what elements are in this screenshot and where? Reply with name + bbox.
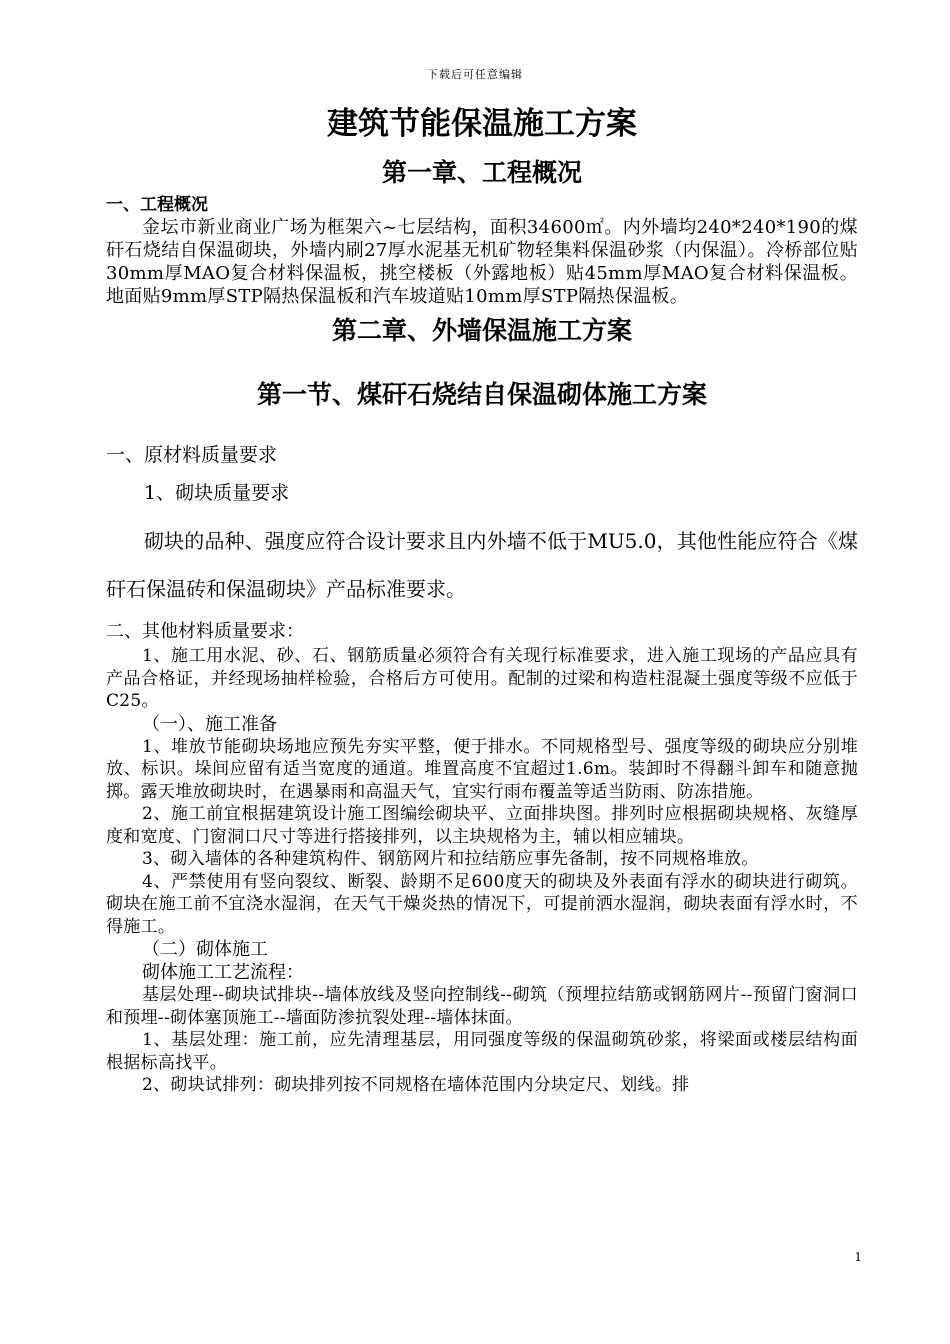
item-1-heading: 一、原材料质量要求 bbox=[106, 444, 278, 466]
item-2-heading: 二、其他材料质量要求： bbox=[106, 621, 304, 642]
page-number: 1 bbox=[854, 1250, 862, 1264]
preparation-paragraph-2: 2、施工前宜根据建筑设计施工图编绘砌块平、立面排块图。排列时应根据砌块规格、灰缝厚度和宽度、门窗洞口尺寸等进行搭接排列，以主块规格为主，辅以相应辅块。 bbox=[106, 804, 858, 847]
step-2-text: 2、砌块试排列：砌块排列按不同规格在墙体范围内分块定尺、划线。排 bbox=[142, 1075, 690, 1095]
chapter-1-heading: 一、工程概况 bbox=[106, 195, 208, 215]
preparation-paragraph-1: 1、堆放节能砌块场地应预先夯实平整，便于排水。不同规格型号、强度等级的砌块应分别堆放、标识。垛间应留有适当宽度的通道。堆置高度不宜超过1.6m。装卸时不得翻斗卸车和随意抛掷。露天堆放砌块时，在遇暴雨和高温天气，宜实行雨布覆盖等适当防雨、防冻措施。 bbox=[106, 736, 858, 802]
step-1-text: 1、基层处理：施工前，应先清理基层，用同强度等级的保温砌筑砂浆，将梁面或楼层结构面根据标高找平。 bbox=[106, 1030, 858, 1073]
document-body bbox=[106, 100, 858, 1097]
chapter-2-title: 第二章、外墙保温施工方案 bbox=[331, 316, 632, 345]
flow-heading: 砌体施工工艺流程： bbox=[142, 962, 304, 983]
item-1-text: 砌块的品种、强度应符合设计要求且内外墙不低于MU5.0，其他性能应符合《煤矸石保温砖和保温砌块》产品标准要求。 bbox=[106, 529, 858, 601]
masonry-heading: （二）砌体施工 bbox=[142, 939, 268, 960]
preparation-paragraph-4: 4、严禁使用有竖向裂纹、断裂、龄期不足600度天的砌块及外表面有浮水的砌块进行砌筑。砌块在施工前不宜浇水湿润，在天气干燥炎热的情况下，可提前洒水湿润，砌块表面有浮水时，不得施工。 bbox=[106, 871, 858, 937]
flow-text: 基层处理--砌块试排块--墙体放线及竖向控制线--砌筑（预埋拉结筋或钢筋网片--预留门窗洞口和预埋--砌体塞顶施工--墙面防渗抗裂处理--墙体抹面。 bbox=[106, 985, 858, 1028]
document-title: 建筑节能保温施工方案 bbox=[327, 106, 637, 142]
preparation-heading: （一）、施工准备 bbox=[142, 713, 277, 735]
header-note: 下载后可任意编辑 bbox=[427, 68, 523, 81]
item-1-subheading: 1、砌块质量要求 bbox=[144, 482, 290, 504]
section-1-title: 第一节、煤矸石烧结自保温砌体施工方案 bbox=[256, 380, 707, 409]
chapter-1-title: 第一章、工程概况 bbox=[381, 158, 582, 187]
preparation-paragraph-3: 3、砌入墙体的各种建筑构件、钢筋网片和拉结筋应事先备制，按不同规格堆放。 bbox=[142, 849, 759, 869]
item-2-paragraph-1: 1、施工用水泥、砂、石、钢筋质量必须符合有关现行标准要求，进入施工现场的产品应具有产品合格证，并经现场抽样检验，合格后方可使用。配制的过梁和构造柱混凝土强度等级不应低于C25。 bbox=[106, 646, 858, 711]
chapter-1-text: 金坛市新业商业广场为框架六~七层结构，面积34600㎡。内外墙均240*240*190的煤矸石烧结自保温砌块，外墙内刷27厚水泥基无机矿物轻集料保温砂浆（内保温）。冷桥部位贴30mm厚MAO复合材料保温板，挑空楼板（外露地板）贴45mm厚MAO复合材料保温板。地面贴9mm厚STP隔热保温板和汽车坡道贴10mm厚STP隔热保温板。 bbox=[106, 217, 858, 307]
